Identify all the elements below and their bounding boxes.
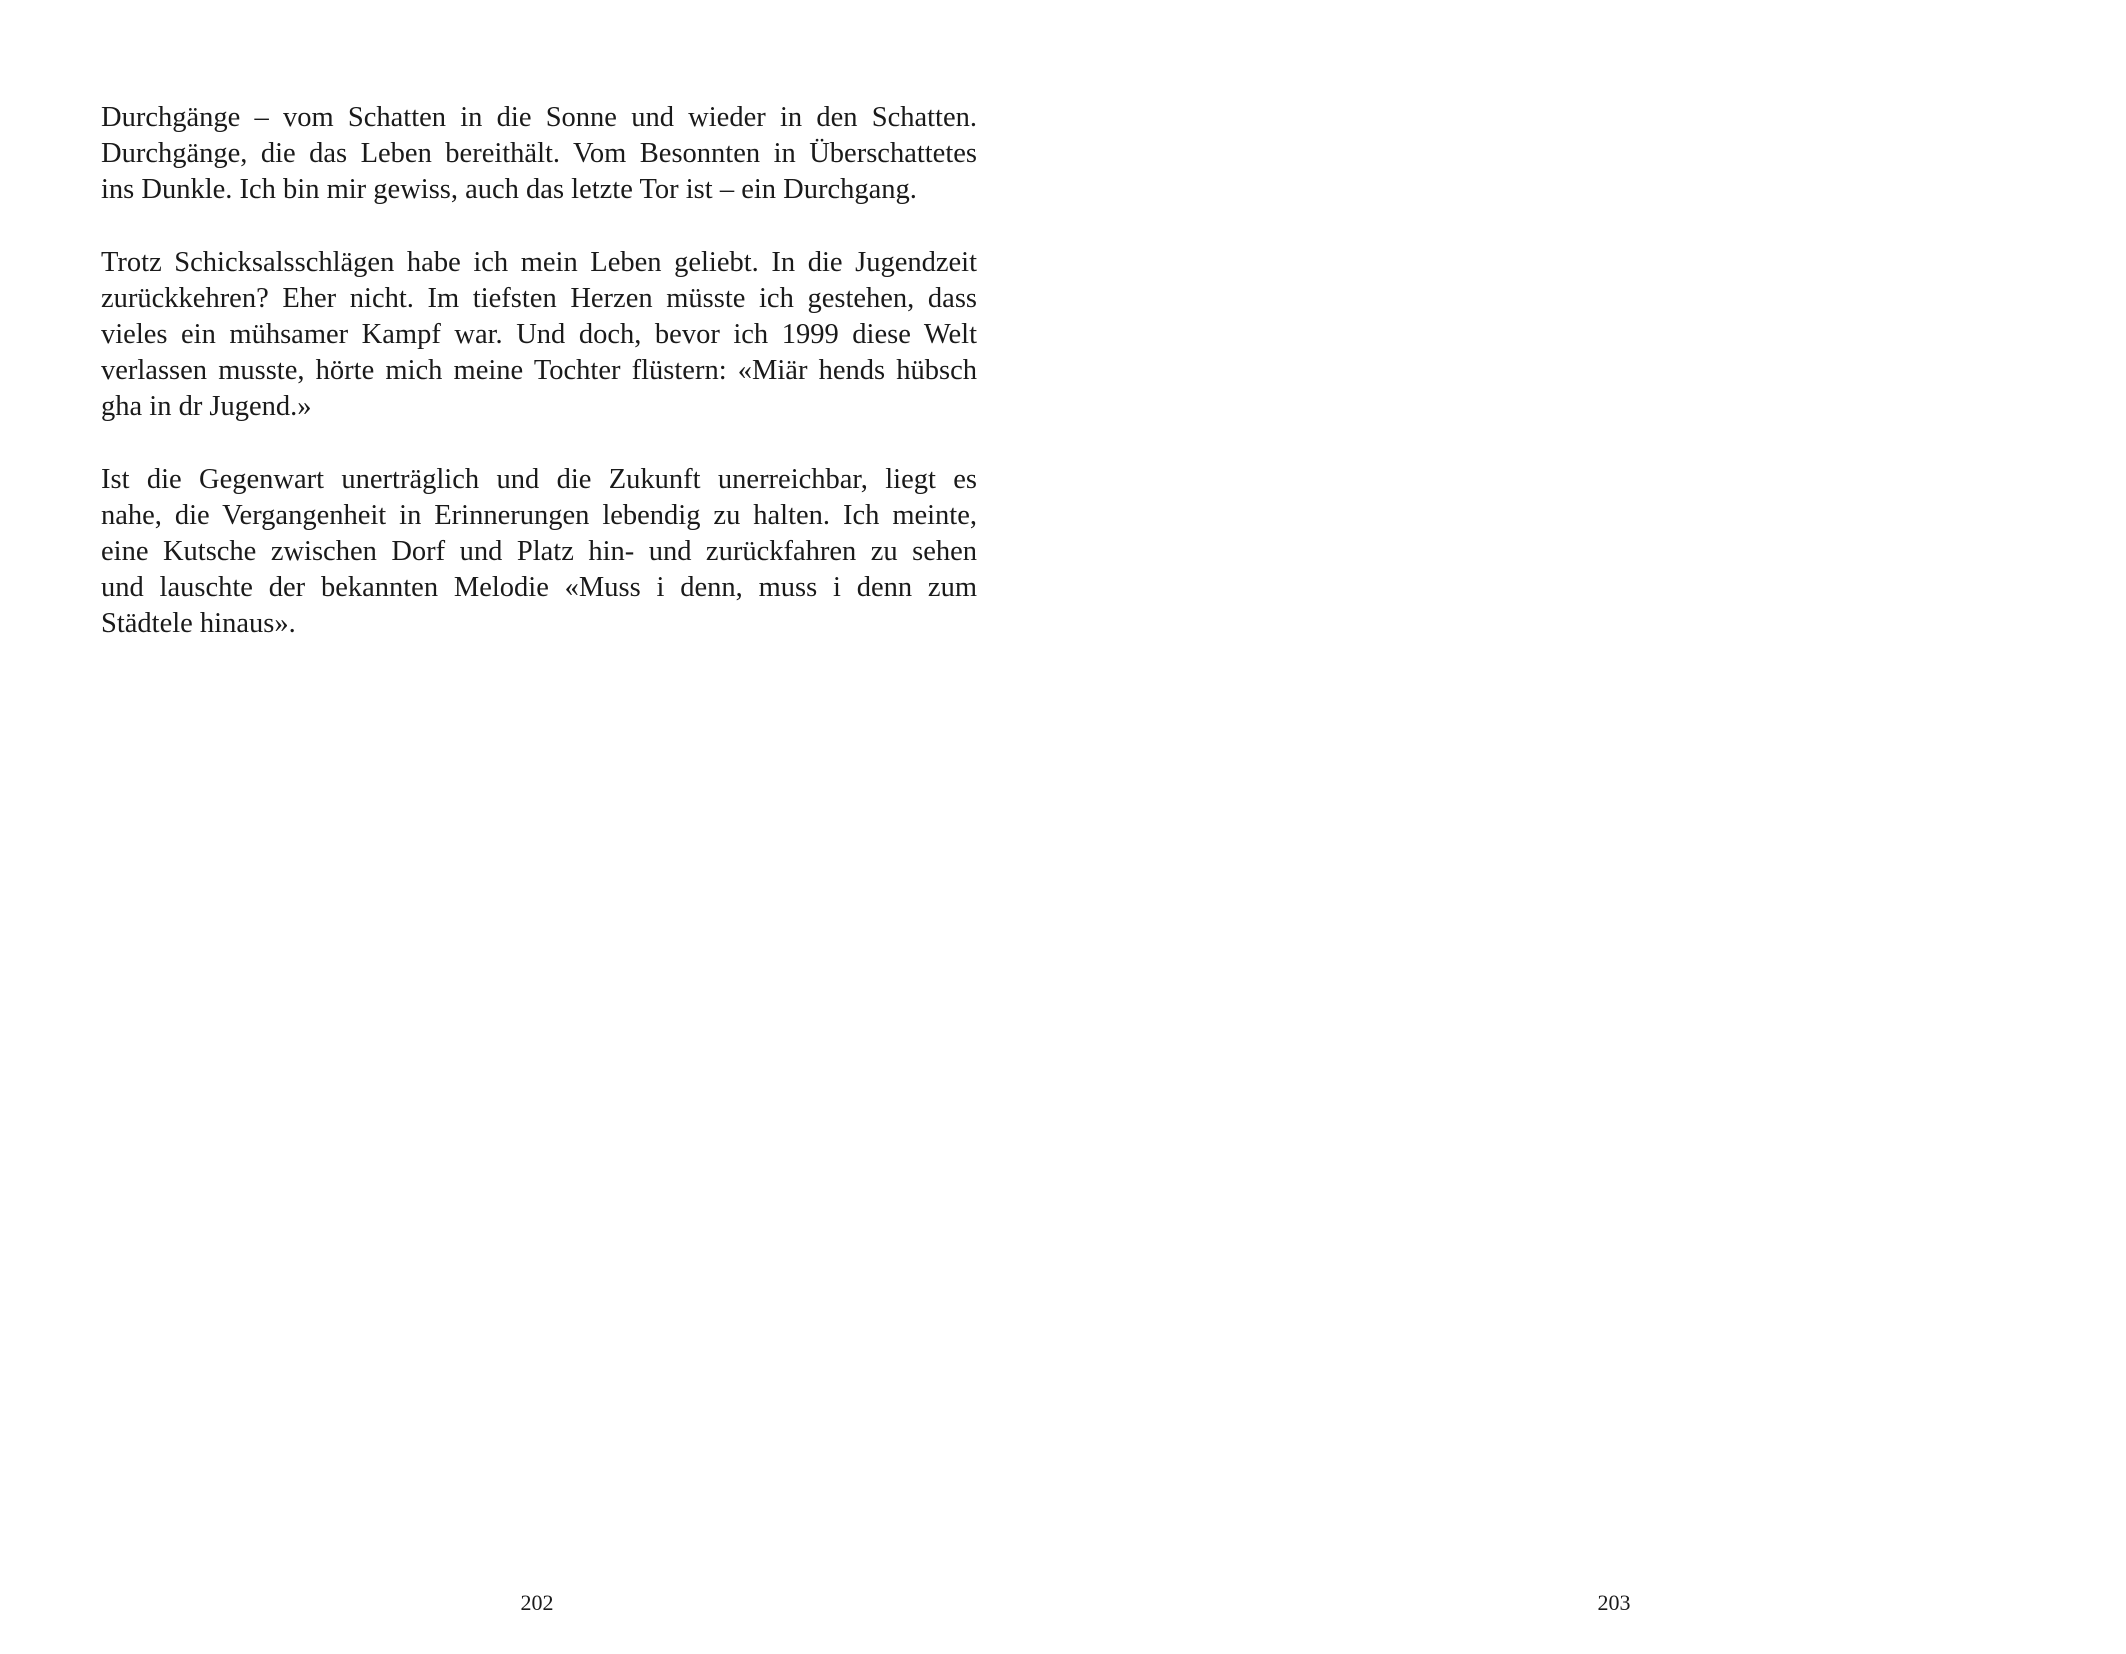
text-line: Städtele hinaus». [101, 608, 296, 639]
text-line: Trotz Schicksalsschlägen habe ich mein Leben geliebt. In die Jugendzeit [101, 247, 977, 278]
text-line: vieles ein mühsamer Kampf war. Und doch, bevor ich 1999 diese Welt [101, 319, 977, 350]
page-number-right: 203 [1597, 1590, 1631, 1615]
text-line: Durchgänge – vom Schatten in die Sonne und wieder in den Schatten. [101, 102, 977, 133]
text-line: ins Dunkle. Ich bin mir gewiss, auch das letzte Tor ist – ein Durchgang. [101, 174, 917, 205]
text-line: Durchgänge, die das Leben bereithält. Vom Besonnten in Überschattetes [101, 138, 977, 169]
text-line: verlassen musste, hörte mich meine Tochter flüstern: «Miär hends hübsch [101, 355, 977, 386]
text-line: gha in dr Jugend.» [101, 391, 312, 422]
paragraph-3 [101, 462, 977, 642]
right-page [1063, 0, 2126, 1654]
body-text [101, 100, 977, 679]
text-line: eine Kutsche zwischen Dorf und Platz hin- und zurückfahren zu sehen [101, 536, 977, 567]
text-line: zurückkehren? Eher nicht. Im tiefsten Herzen müsste ich gestehen, dass [101, 283, 977, 314]
text-line: Ist die Gegenwart unerträglich und die Zukunft unerreichbar, liegt es [101, 464, 977, 495]
page-number-left: 202 [520, 1590, 554, 1615]
paragraph-2 [101, 245, 977, 425]
text-line: und lauschte der bekannten Melodie «Muss i denn, muss i denn zum [101, 572, 977, 603]
text-line: nahe, die Vergangenheit in Erinnerungen lebendig zu halten. Ich meinte, [101, 500, 977, 531]
paragraph-1 [101, 100, 977, 208]
